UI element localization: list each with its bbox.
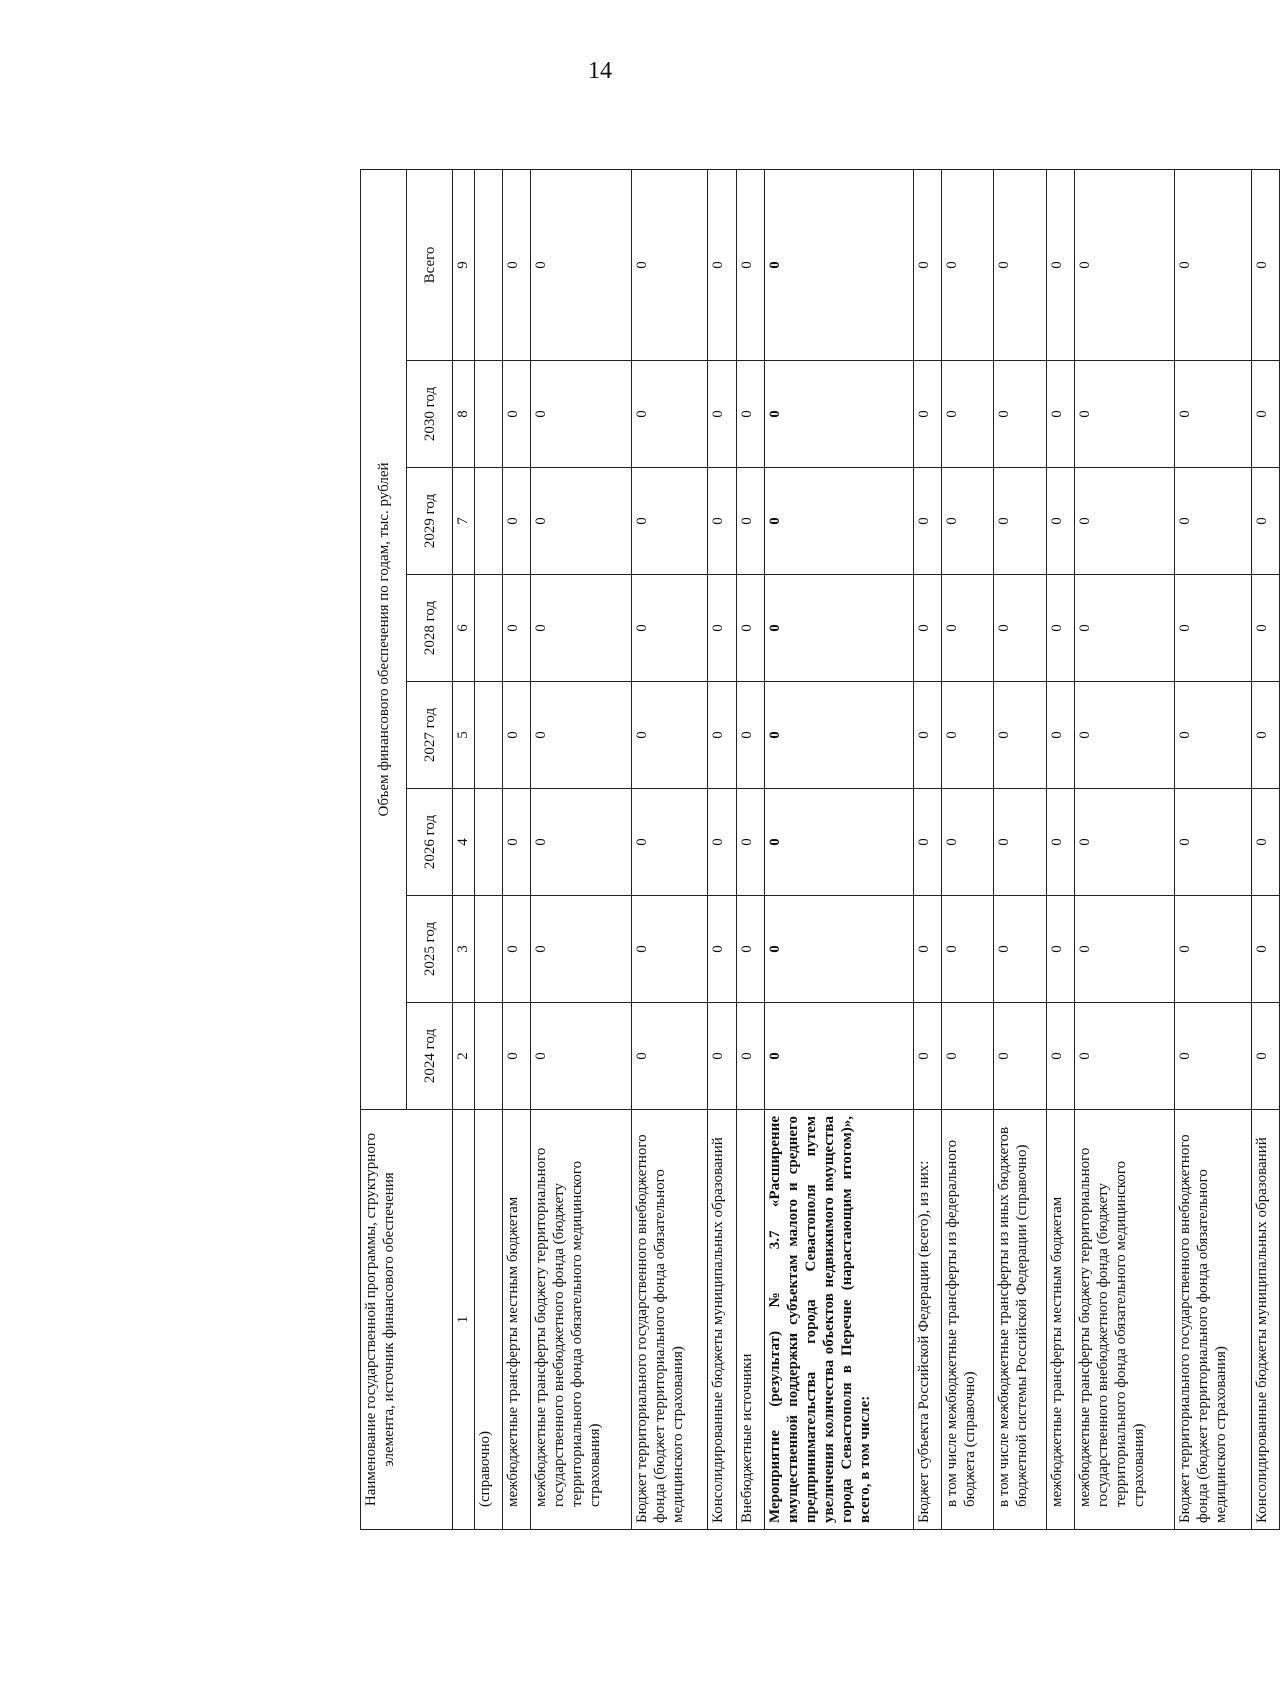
value-cell: 0 — [1175, 575, 1251, 682]
value-cell: 0 — [1046, 682, 1074, 789]
value-cell: 0 — [503, 789, 531, 896]
value-cell: 0 — [913, 789, 941, 896]
row-name-cell: Бюджет территориального государственного внебюджетного фонда (бюджет территориального фонда обязательного медицинского страхования) — [1175, 1110, 1251, 1530]
rotated-table-container — [360, 170, 1280, 1530]
value-cell: 0 — [631, 896, 707, 1003]
row-name-cell: Консолидированные бюджеты муниципальных образований — [708, 1110, 736, 1530]
total-value-cell: 0 — [1046, 169, 1074, 360]
value-cell: 0 — [994, 896, 1046, 1003]
value-cell: 0 — [631, 682, 707, 789]
row-name-cell: межбюджетные трансферты бюджету территориального государственного внебюджетного фонда (бюджету территориального фонда обязательного медицинского страхования) — [531, 1110, 632, 1530]
value-cell — [475, 575, 503, 682]
value-cell: 0 — [1251, 1003, 1279, 1110]
value-cell: 0 — [631, 361, 707, 468]
value-cell: 0 — [1251, 896, 1279, 1003]
value-cell: 0 — [503, 682, 531, 789]
value-cell: 0 — [631, 468, 707, 575]
value-cell: 0 — [708, 789, 736, 896]
value-cell: 0 — [1251, 682, 1279, 789]
table-row — [994, 169, 1046, 1529]
year-header: 2026 год — [407, 789, 453, 896]
value-cell: 0 — [994, 575, 1046, 682]
total-value-cell: 0 — [1074, 169, 1175, 360]
table-row — [913, 169, 941, 1529]
total-value-cell — [475, 169, 503, 360]
value-cell: 0 — [1046, 1003, 1074, 1110]
value-cell: 0 — [503, 1003, 531, 1110]
table-row — [1175, 169, 1251, 1529]
total-value-cell: 0 — [531, 169, 632, 360]
row-name-cell: в том числе межбюджетные трансферты из иных бюджетов бюджетной системы Российской Федерации (справочно) — [994, 1110, 1046, 1530]
value-cell: 0 — [1175, 361, 1251, 468]
value-cell: 0 — [736, 789, 764, 896]
value-cell: 0 — [531, 361, 632, 468]
value-cell: 0 — [1175, 468, 1251, 575]
row-name-cell: Бюджет территориального государственного внебюджетного фонда (бюджет территориального фонда обязательного медицинского страхования) — [631, 1110, 707, 1530]
value-cell: 0 — [764, 1003, 913, 1110]
value-cell: 0 — [764, 896, 913, 1003]
table-row — [1046, 169, 1074, 1529]
value-cell: 0 — [1046, 468, 1074, 575]
row-name-cell: Бюджет субъекта Российской Федерации (всего), из них: — [913, 1110, 941, 1530]
value-cell: 0 — [1175, 896, 1251, 1003]
value-cell: 0 — [736, 682, 764, 789]
value-cell: 0 — [631, 1003, 707, 1110]
value-cell: 0 — [1251, 361, 1279, 468]
column-number-row — [453, 169, 475, 1529]
year-header: 2025 год — [407, 896, 453, 1003]
value-cell: 0 — [941, 789, 993, 896]
column-number: 8 — [453, 361, 475, 468]
column-number: 6 — [453, 575, 475, 682]
total-value-cell: 0 — [503, 169, 531, 360]
value-cell: 0 — [708, 468, 736, 575]
value-cell: 0 — [1046, 575, 1074, 682]
row-name-cell: Мероприятие (результат) № 3.7 «Расширение имущественной поддержки субъектам малого и среднего предпринимательства города Севастополя путем увеличения количества объектов недвижимого имущества города Севастополя в Перечне (нарастающим итогом)», всего, в том числе: — [764, 1110, 913, 1530]
value-cell: 0 — [913, 575, 941, 682]
value-cell — [475, 468, 503, 575]
value-cell: 0 — [1074, 575, 1175, 682]
row-name-cell: в том числе межбюджетные трансферты из федерального бюджета (справочно) — [941, 1110, 993, 1530]
value-cell — [475, 361, 503, 468]
value-cell: 0 — [941, 361, 993, 468]
name-column-header: Наименование государственной программы, структурного элемента, источник финансового обеспечения — [361, 1110, 453, 1530]
value-cell: 0 — [913, 1003, 941, 1110]
value-cell: 0 — [736, 468, 764, 575]
column-number: 1 — [453, 1110, 475, 1530]
value-cell: 0 — [708, 1003, 736, 1110]
value-cell: 0 — [1251, 575, 1279, 682]
year-header: 2030 год — [407, 361, 453, 468]
total-header: Всего — [407, 169, 453, 360]
value-cell: 0 — [708, 575, 736, 682]
value-cell — [475, 1003, 503, 1110]
row-name-cell: (справочно) — [475, 1110, 503, 1530]
value-cell: 0 — [941, 575, 993, 682]
value-cell: 0 — [736, 361, 764, 468]
value-cell: 0 — [913, 468, 941, 575]
column-number: 7 — [453, 468, 475, 575]
table-row — [1074, 169, 1175, 1529]
value-cell: 0 — [1046, 896, 1074, 1003]
table-row — [708, 169, 736, 1529]
value-cell: 0 — [503, 361, 531, 468]
value-cell: 0 — [736, 896, 764, 1003]
value-cell: 0 — [708, 682, 736, 789]
table-row — [736, 169, 764, 1529]
value-cell: 0 — [1074, 896, 1175, 1003]
table-row — [475, 169, 503, 1529]
value-cell: 0 — [913, 361, 941, 468]
value-cell: 0 — [531, 896, 632, 1003]
value-cell — [475, 789, 503, 896]
value-cell: 0 — [1251, 789, 1279, 896]
value-cell: 0 — [1074, 789, 1175, 896]
value-cell: 0 — [708, 896, 736, 1003]
total-value-cell: 0 — [941, 169, 993, 360]
value-cell: 0 — [631, 575, 707, 682]
row-name-cell: межбюджетные трансферты местным бюджетам — [1046, 1110, 1074, 1530]
total-value-cell: 0 — [631, 169, 707, 360]
value-cell: 0 — [1175, 682, 1251, 789]
value-cell: 0 — [503, 575, 531, 682]
value-cell: 0 — [1074, 468, 1175, 575]
value-cell: 0 — [1175, 789, 1251, 896]
value-cell: 0 — [764, 575, 913, 682]
column-number: 9 — [453, 169, 475, 360]
value-cell: 0 — [764, 789, 913, 896]
total-value-cell: 0 — [913, 169, 941, 360]
total-value-cell: 0 — [736, 169, 764, 360]
value-cell: 0 — [764, 682, 913, 789]
value-cell: 0 — [994, 1003, 1046, 1110]
value-cell: 0 — [994, 468, 1046, 575]
value-cell: 0 — [994, 361, 1046, 468]
value-cell — [475, 682, 503, 789]
value-cell: 0 — [1074, 1003, 1175, 1110]
value-cell: 0 — [531, 682, 632, 789]
value-cell: 0 — [913, 896, 941, 1003]
total-value-cell: 0 — [764, 169, 913, 360]
table-row — [941, 169, 993, 1529]
value-cell: 0 — [1251, 468, 1279, 575]
value-cell: 0 — [708, 361, 736, 468]
value-cell: 0 — [913, 682, 941, 789]
header-row-1 — [361, 169, 407, 1529]
row-name-cell: Консолидированные бюджеты муниципальных образований — [1251, 1110, 1279, 1530]
table-body — [475, 169, 1280, 1529]
column-number: 2 — [453, 1003, 475, 1110]
value-cell: 0 — [503, 468, 531, 575]
value-cell: 0 — [736, 1003, 764, 1110]
value-cell: 0 — [764, 361, 913, 468]
value-cell: 0 — [531, 468, 632, 575]
value-cell: 0 — [1046, 361, 1074, 468]
row-name-cell: межбюджетные трансферты бюджету территориального государственного внебюджетного фонда (бюджету территориального фонда обязательного медицинского страхования) — [1074, 1110, 1175, 1530]
value-cell: 0 — [736, 575, 764, 682]
total-value-cell: 0 — [1175, 169, 1251, 360]
value-cell: 0 — [531, 575, 632, 682]
row-name-cell: Внебюджетные источники — [736, 1110, 764, 1530]
year-header: 2028 год — [407, 575, 453, 682]
table-row — [531, 169, 632, 1529]
total-value-cell: 0 — [994, 169, 1046, 360]
value-cell: 0 — [1074, 682, 1175, 789]
value-cell: 0 — [631, 789, 707, 896]
year-header: 2027 год — [407, 682, 453, 789]
row-name-cell: межбюджетные трансферты местным бюджетам — [503, 1110, 531, 1530]
value-cell: 0 — [531, 1003, 632, 1110]
value-cell: 0 — [1046, 789, 1074, 896]
column-number: 3 — [453, 896, 475, 1003]
table-row — [1251, 169, 1279, 1529]
table-row — [631, 169, 707, 1529]
value-cell: 0 — [531, 789, 632, 896]
total-value-cell: 0 — [708, 169, 736, 360]
year-header: 2024 год — [407, 1003, 453, 1110]
value-cell: 0 — [764, 468, 913, 575]
value-cell: 0 — [941, 1003, 993, 1110]
value-cell: 0 — [994, 682, 1046, 789]
value-cell: 0 — [1074, 361, 1175, 468]
value-cell: 0 — [994, 789, 1046, 896]
page-number: 14 — [588, 58, 612, 84]
volume-group-header: Объем финансового обеспечения по годам, тыс. рублей — [361, 169, 407, 1109]
table-row — [503, 169, 531, 1529]
value-cell — [475, 896, 503, 1003]
value-cell: 0 — [1175, 1003, 1251, 1110]
total-value-cell: 0 — [1251, 169, 1279, 360]
column-number: 5 — [453, 682, 475, 789]
value-cell: 0 — [941, 682, 993, 789]
value-cell: 0 — [941, 468, 993, 575]
column-number: 4 — [453, 789, 475, 896]
financing-table — [360, 169, 1280, 1530]
table-row — [764, 169, 913, 1529]
year-header: 2029 год — [407, 468, 453, 575]
value-cell: 0 — [941, 896, 993, 1003]
value-cell: 0 — [503, 896, 531, 1003]
